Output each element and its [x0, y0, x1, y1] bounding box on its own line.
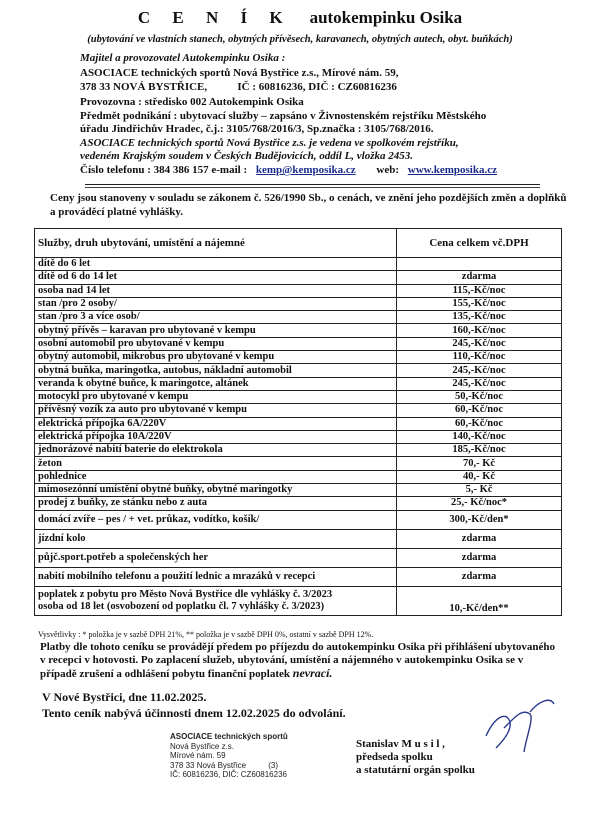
fee-line-1: poplatek z pobytu pro Město Nová Bystřice dle vyhlášky č. 3/2023 — [38, 588, 333, 600]
signatory-role-1: předseda spolku — [356, 751, 433, 763]
table-row — [35, 377, 562, 390]
table-row — [35, 390, 562, 403]
price-cell: 5,- Kč — [397, 484, 562, 497]
table-row — [35, 337, 562, 350]
header-price: Cena celkem vč.DPH — [397, 229, 562, 258]
date-line: V Nové Bystřici, dne 11.02.2025. — [42, 690, 207, 704]
table-row — [35, 284, 562, 297]
table-row — [35, 457, 562, 470]
table-row — [35, 430, 562, 443]
price-table — [34, 228, 562, 616]
org-line: ASOCIACE technických sportů Nová Bystřice z.s., Mírové nám. 59, — [80, 67, 399, 79]
service-cell: jednorázové nabití baterie do elektrokola — [35, 444, 397, 457]
organization-stamp — [170, 732, 288, 780]
table-row — [35, 470, 562, 483]
validity-line: Tento ceník nabývá účinnosti dnem 12.02.2025 do odvolání. — [42, 706, 346, 720]
price-cell: 300,-Kč/den* — [397, 510, 562, 529]
service-cell: dítě od 6 do 14 let — [35, 271, 397, 284]
payment-text: Platby dle tohoto ceníku se provádějí předem po příjezdu do autokempinku Osika při přihlášení ubytovaného v recepci v hotovosti. Po zaplacení služeb, ubytování, umístění a nájemného v autokempinku Osika se v případě zrušení a odhlášení pobytu finanční poplatek — [40, 641, 556, 680]
table-row — [35, 258, 562, 271]
stamp-line-4: 378 33 Nová Bystřice (3) — [170, 760, 279, 770]
table-row — [35, 364, 562, 377]
table-row — [35, 567, 562, 586]
price-cell: 245,-Kč/noc — [397, 364, 562, 377]
price-cell — [397, 258, 562, 271]
service-cell: dítě do 6 let — [35, 258, 397, 271]
register-line-1: ASOCIACE technických sportů Nová Bystřice z.s. je vedena ve spolkovém rejstříku, — [80, 137, 459, 149]
stamp-line-5: IČ: 60816236, DIČ: CZ60816236 — [170, 770, 287, 779]
price-cell: 60,-Kč/noc — [397, 417, 562, 430]
service-cell: elektrická přípojka 10A/220V — [35, 430, 397, 443]
table-row — [35, 529, 562, 548]
service-cell: obytná buňka, maringotka, autobus, nákladní automobil — [35, 364, 397, 377]
table-row — [35, 444, 562, 457]
price-cell: 25,- Kč/noc* — [397, 497, 562, 510]
service-cell: pohlednice — [35, 470, 397, 483]
price-cell: 185,-Kč/noc — [397, 444, 562, 457]
facility-line: Provozovna : středisko 002 Autokempink Osika — [80, 96, 304, 108]
web-label: web: — [376, 164, 399, 176]
signatory-block — [356, 738, 475, 777]
price-cell: 245,-Kč/noc — [397, 377, 562, 390]
register-line-2: vedeném Krajským soudem v Českých Budějovicích, oddíl L, vložka 2453. — [80, 150, 414, 162]
document-title — [0, 8, 600, 28]
fee-service-cell — [35, 586, 397, 615]
price-cell: 140,-Kč/noc — [397, 430, 562, 443]
table-row — [35, 311, 562, 324]
table-row — [35, 484, 562, 497]
service-cell: stan /pro 3 a více osob/ — [35, 311, 397, 324]
stamp-line-1: ASOCIACE technických sportů — [170, 732, 288, 741]
signatory-role-2: a statutární orgán spolku — [356, 764, 475, 776]
table-row — [35, 417, 562, 430]
signatory-name: Stanislav M u s i l , — [356, 738, 445, 750]
table-row — [35, 271, 562, 284]
email-link[interactable]: kemp@kemposika.cz — [255, 164, 356, 176]
price-cell: 40,- Kč — [397, 470, 562, 483]
price-cell: 160,-Kč/noc — [397, 324, 562, 337]
price-cell: zdarma — [397, 271, 562, 284]
price-cell: 115,-Kč/noc — [397, 284, 562, 297]
service-cell: nabití mobilního telefonu a použití lednic a mrazáků v recepci — [35, 567, 397, 586]
fee-line-2: osoba od 18 let (osvobození od poplatku čl. 7 vyhlášky č. 3/2023) — [38, 600, 325, 612]
header-divider — [85, 184, 540, 185]
title-cenik: C E N Í K — [137, 8, 292, 27]
service-cell: elektrická přípojka 6A/220V — [35, 417, 397, 430]
table-row — [35, 497, 562, 510]
service-cell: jízdní kolo — [35, 529, 397, 548]
footnote: Vysvětlivky : * položka je v sazbě DPH 21%, ** položka je v sazbě DPH 0%, ostatní v sazbě DPH 12%. — [38, 630, 374, 639]
price-cell: zdarma — [397, 548, 562, 567]
service-cell: půjč.sport.potřeb a společenských her — [35, 548, 397, 567]
price-cell: 60,-Kč/noc — [397, 404, 562, 417]
price-cell: 110,-Kč/noc — [397, 351, 562, 364]
document-subtitle: (ubytování ve vlastních stanech, obytných přívěsech, karavanech, obytných autech, obyt. buňkách) — [87, 34, 513, 45]
price-cell: 135,-Kč/noc — [397, 311, 562, 324]
owner-line: Majitel a provozovatel Autokempinku Osika : — [80, 52, 286, 64]
price-cell: zdarma — [397, 567, 562, 586]
service-cell: prodej z buňky, ze stánku nebo z auta — [35, 497, 397, 510]
stamp-line-2: Nová Bystřice z.s. — [170, 741, 235, 751]
table-row — [35, 324, 562, 337]
business-line-1: Předmět podnikání : ubytovací služby – zapsáno v Živnostenském rejstříku Městského — [80, 110, 487, 122]
service-cell: mimosezónní umístění obytné buňky, obytné maringotky — [35, 484, 397, 497]
table-row — [35, 297, 562, 310]
phone-label: Číslo telefonu : 384 386 157 e-mail : — [80, 164, 248, 176]
contact-line — [80, 164, 497, 177]
table-row — [35, 548, 562, 567]
address-line: 378 33 NOVÁ BYSTŘICE, IČ : 60816236, DIČ : CZ60816236 — [80, 81, 397, 93]
table-row-fee — [35, 586, 562, 615]
intro-paragraph: Ceny jsou stanoveny v souladu se zákonem č. 526/1990 Sb., o cenách, ve znění jeho pozdějších změn a doplňků a prováděcí platné vyhlášky. — [50, 192, 567, 218]
table-row — [35, 510, 562, 529]
web-link[interactable]: www.kemposika.cz — [407, 164, 497, 176]
price-cell: 70,- Kč — [397, 457, 562, 470]
price-cell: 245,-Kč/noc — [397, 337, 562, 350]
service-cell: obytný přívěs – karavan pro ubytované v kempu — [35, 324, 397, 337]
stamp-line-3: Mírové nám. 59 — [170, 751, 226, 760]
service-cell: osobní automobil pro ubytované v kempu — [35, 337, 397, 350]
service-cell: stan /pro 2 osoby/ — [35, 297, 397, 310]
service-cell: žeton — [35, 457, 397, 470]
business-line-2: úřadu Jindřichův Hradec, č.j.: 3105/768/2016/3, Sp.značka : 3105/768/2016. — [80, 123, 434, 135]
fee-price-cell: 10,-Kč/den** — [397, 586, 562, 615]
service-cell: přívěsný vozík za auto pro ubytované v kempu — [35, 404, 397, 417]
payment-emphasis: nevrací. — [292, 666, 333, 680]
price-cell: 50,-Kč/noc — [397, 390, 562, 403]
service-cell: veranda k obytné buňce, k maringotce, altánek — [35, 377, 397, 390]
table-header-row — [35, 229, 562, 258]
header-divider-thin — [85, 187, 540, 188]
table-row — [35, 404, 562, 417]
service-cell: motocykl pro ubytované v kempu — [35, 390, 397, 403]
service-cell: domácí zvíře – pes / + vet. průkaz, vodítko, košík/ — [35, 510, 397, 529]
price-cell: 155,-Kč/noc — [397, 297, 562, 310]
handwritten-signature — [480, 688, 560, 758]
header-service: Služby, druh ubytování, umístění a nájemné — [35, 229, 397, 258]
service-cell: obytný automobil, mikrobus pro ubytované v kempu — [35, 351, 397, 364]
price-cell: zdarma — [397, 529, 562, 548]
service-cell: osoba nad 14 let — [35, 284, 397, 297]
table-row — [35, 351, 562, 364]
title-camp-name: autokempinku Osika — [309, 8, 463, 27]
payment-paragraph — [40, 641, 560, 681]
